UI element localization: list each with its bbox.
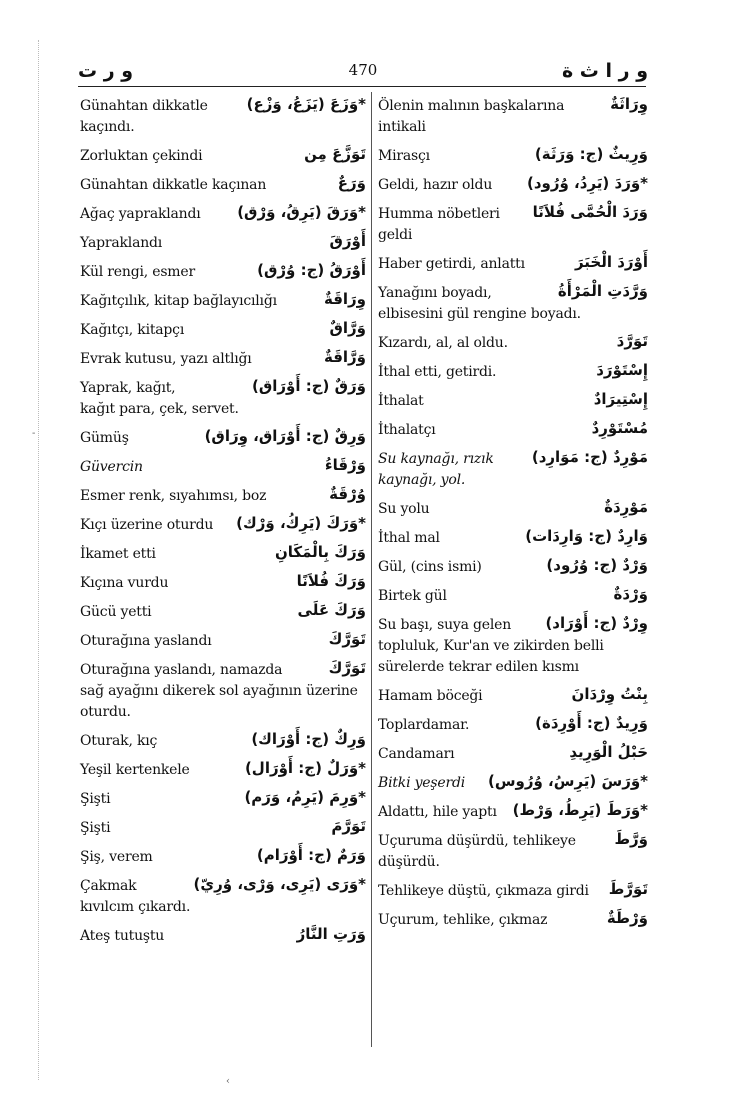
page-number: 470 — [348, 61, 378, 79]
arabic-headword: وَارِدٌ (ج: وَارِدَات) — [525, 527, 648, 545]
arabic-headword: بِنْتُ وِرْدَانَ — [571, 685, 648, 703]
dictionary-entry — [378, 586, 648, 607]
turkish-meaning: Yaprak, kağıt, — [80, 380, 176, 396]
dictionary-entry — [80, 631, 366, 652]
left-column — [80, 96, 366, 955]
dictionary-entry — [80, 428, 366, 449]
turkish-meaning: Oturak, kıç — [80, 733, 158, 749]
header-root-left: و ر ت — [78, 60, 134, 82]
dictionary-entry — [80, 349, 366, 370]
turkish-meaning: Yanağını boyadı, — [378, 285, 492, 301]
dictionary-entry — [80, 233, 366, 254]
dictionary-entry — [80, 457, 366, 478]
arabic-headword: وُرْقَةٌ — [329, 485, 366, 503]
turkish-meaning-continued: elbisesini gül rengine boyadı. — [378, 306, 581, 322]
dictionary-entry — [378, 615, 648, 678]
dictionary-entry — [378, 283, 648, 325]
turkish-meaning: Ateş tutuştu — [80, 928, 165, 944]
turkish-meaning: Çakmak — [80, 878, 137, 894]
dictionary-entry — [378, 391, 648, 412]
turkish-meaning: Su başı, suya gelen — [378, 617, 512, 633]
arabic-headword: وَرَعٌ — [337, 174, 366, 192]
dictionary-entry — [378, 557, 648, 578]
arabic-headword: وَرِقٌ (ج: أَوْرَاق، وِرَاق) — [204, 427, 366, 445]
turkish-meaning: Güvercin — [80, 459, 143, 475]
turkish-meaning: Candamarı — [378, 746, 455, 762]
arabic-headword: وَرْقَاءُ — [324, 456, 366, 474]
dictionary-entry — [80, 204, 366, 225]
header-root-right: و ر ا ث ة — [561, 60, 648, 82]
dictionary-entry — [378, 449, 648, 491]
dictionary-entry — [80, 602, 366, 623]
dictionary-entry — [80, 926, 366, 947]
turkish-meaning: Oturağına yaslandı, namazda — [80, 662, 283, 678]
dictionary-entry — [378, 362, 648, 383]
turkish-meaning: Yeşil kertenkele — [80, 762, 190, 778]
dictionary-entry — [80, 660, 366, 723]
turkish-meaning: İthal mal — [378, 530, 440, 546]
arabic-headword: وِرَاقَةٌ — [323, 290, 366, 308]
header-divider — [78, 86, 646, 87]
arabic-headword: مَوْرِدَةٌ — [604, 498, 648, 516]
turkish-meaning: Gücü yetti — [80, 604, 152, 620]
arabic-headword: تَوَرَّطَ — [608, 880, 648, 898]
turkish-meaning: Ölenin malının başkalarına — [378, 98, 565, 114]
turkish-meaning: Esmer renk, sıyahımsı, boz — [80, 488, 267, 504]
dictionary-entry — [80, 573, 366, 594]
arabic-headword: أَوْرَدَ الْخَبَرَ — [574, 253, 648, 271]
arabic-headword: وَرَمٌ (ج: أَوْرَام) — [256, 846, 366, 864]
dictionary-entry — [378, 499, 648, 520]
dictionary-entry — [378, 254, 648, 275]
dictionary-entry — [378, 773, 648, 794]
turkish-meaning: Su kaynağı, rızık — [378, 451, 494, 467]
turkish-meaning: Haber getirdi, anlattı — [378, 256, 525, 272]
arabic-headword: وِرْدٌ (ج: أَوْرَاد) — [545, 614, 648, 632]
turkish-meaning: Kağıtçı, kitapçı — [80, 322, 185, 338]
turkish-meaning: İthalat — [378, 393, 424, 409]
arabic-headword: أَوْرَقُ (ج: وُرْق) — [257, 261, 366, 279]
turkish-meaning: Kızardı, al, al oldu. — [378, 335, 508, 351]
turkish-meaning: İthal etti, getirdi. — [378, 364, 497, 380]
dictionary-entry — [378, 420, 648, 441]
dictionary-entry — [80, 847, 366, 868]
arabic-headword: وَرَكَ عَلَى — [297, 601, 366, 619]
dictionary-entry — [80, 291, 366, 312]
arabic-headword: وَرَكَ فُلاَنًا — [296, 572, 366, 590]
turkish-meaning-continued: intikali — [378, 119, 426, 135]
dictionary-entry — [80, 544, 366, 565]
dictionary-entry — [80, 876, 366, 918]
turkish-meaning: Gümüş — [80, 430, 129, 446]
turkish-meaning: Kül rengi, esmer — [80, 264, 195, 280]
dictionary-entry — [80, 96, 366, 138]
dictionary-entry — [80, 818, 366, 839]
dictionary-entry — [80, 760, 366, 781]
arabic-headword: وَرْطَةٌ — [606, 909, 648, 927]
dictionary-entry — [378, 744, 648, 765]
arabic-headword: مُسْتَوْرِدٌ — [591, 419, 648, 437]
arabic-headword: تَوَرَّكَ — [328, 630, 366, 648]
page-header — [78, 60, 648, 84]
arabic-headword: وَرَدَ الْحُمَّى فُلاَنًا — [532, 203, 648, 221]
turkish-meaning: Kıçına vurdu — [80, 575, 169, 591]
turkish-meaning: Evrak kutusu, yazı altlığı — [80, 351, 252, 367]
dictionary-entry — [378, 910, 648, 931]
turkish-meaning: Ağaç yapraklandı — [80, 206, 201, 222]
dictionary-entry — [80, 789, 366, 810]
dictionary-entry — [80, 378, 366, 420]
dictionary-entry — [378, 831, 648, 873]
turkish-meaning: İkamet etti — [80, 546, 156, 562]
arabic-headword: وَرَقٌ (ج: أَوْرَاق) — [252, 377, 366, 395]
arabic-headword: *وَرَى (يَرِى، وَرْى، وُرِيّ) — [193, 875, 366, 893]
right-column — [378, 96, 648, 939]
arabic-headword: *وَرَقَ (يَرِقُ، وَرْق) — [237, 203, 366, 221]
arabic-headword: *وَرَسَ (يَرِسُ، وُرُوس) — [488, 772, 648, 790]
arabic-headword: مَوْرِدٌ (ج: مَوَارِد) — [531, 448, 648, 466]
arabic-headword: وَرَّاقَةٌ — [323, 348, 366, 366]
dictionary-entry — [378, 96, 648, 138]
turkish-meaning: Kağıtçılık, kitap bağlayıcılığı — [80, 293, 277, 309]
arabic-headword: تَوَرَّكَ — [328, 659, 366, 677]
turkish-meaning: Günahtan dikkatle — [80, 98, 208, 114]
turkish-meaning-continued: kıvılcım çıkardı. — [80, 899, 191, 915]
turkish-meaning: Oturağına yaslandı — [80, 633, 212, 649]
dictionary-entry — [378, 528, 648, 549]
turkish-meaning-continued: topluluk, Kur'an ve zikirden belli sürelerde tekrar edilen kısmı — [378, 638, 604, 675]
dictionary-entry — [378, 175, 648, 196]
dictionary-entry — [378, 802, 648, 823]
arabic-headword: وَرِيدٌ (ج: أَوْرِدَة) — [535, 714, 648, 732]
turkish-meaning: Toplardamar. — [378, 717, 470, 733]
turkish-meaning: Uçurum, tehlike, çıkmaz — [378, 912, 548, 928]
turkish-meaning: Bitki yeşerdi — [378, 775, 465, 791]
turkish-meaning: Su yolu — [378, 501, 430, 517]
dictionary-entry — [80, 515, 366, 536]
arabic-headword: إِسْتَوْرَدَ — [596, 361, 648, 379]
turkish-meaning: Aldattı, hile yaptı — [378, 804, 497, 820]
dictionary-entry — [80, 731, 366, 752]
turkish-meaning-continued: geldi — [378, 227, 413, 243]
turkish-meaning: Tehlikeye düştü, çıkmaza girdi — [378, 883, 589, 899]
arabic-headword: *وَزَعَ (يَزَعُ، وَزْع) — [246, 95, 366, 113]
dictionary-entry — [80, 262, 366, 283]
arabic-headword: وَرِكٌ (ج: أَوْرَاك) — [251, 730, 366, 748]
turkish-meaning: Günahtan dikkatle kaçınan — [80, 177, 267, 193]
dictionary-entry — [378, 204, 648, 246]
arabic-headword: تَوَرَّمَ — [331, 817, 366, 835]
turkish-meaning-continued: düşürdü. — [378, 854, 440, 870]
arabic-headword: *وَرَطَ (يَرِطُ، وَرْط) — [512, 801, 648, 819]
turkish-meaning: Gül, (cins ismi) — [378, 559, 482, 575]
arabic-headword: *وَرِمَ (يَرِمُ، وَرَم) — [244, 788, 366, 806]
arabic-headword: وَرَّدَتِ الْمَرْأَةُ — [557, 282, 648, 300]
binding-margin-line — [38, 40, 39, 1080]
margin-tick: - — [32, 428, 36, 439]
arabic-headword: وَرَّطَ — [614, 830, 648, 848]
dictionary-entry — [80, 486, 366, 507]
turkish-meaning: Geldi, hazır oldu — [378, 177, 493, 193]
turkish-meaning: Uçuruma düşürdü, tehlikeye — [378, 833, 576, 849]
dictionary-entry — [378, 715, 648, 736]
arabic-headword: تَوَزَّعَ مِن — [304, 145, 366, 163]
arabic-headword: *وَرَدَ (يَرِدُ، وُرُود) — [527, 174, 648, 192]
arabic-headword: وَرْدَةٌ — [613, 585, 648, 603]
dictionary-entry — [80, 175, 366, 196]
arabic-headword: *وَرَكَ (يَرِكُ، وَرْك) — [236, 514, 366, 532]
turkish-meaning-continued: kağıt para, çek, servet. — [80, 401, 239, 417]
arabic-headword: *وَرَلٌ (ج: أَوْرَال) — [244, 759, 366, 777]
arabic-headword: وَرَّاقٌ — [329, 319, 366, 337]
arabic-headword: تَوَرَّدَ — [616, 332, 648, 350]
dictionary-entry — [80, 146, 366, 167]
arabic-headword: أَوْرَقَ — [329, 232, 366, 250]
turkish-meaning: Zorluktan çekindi — [80, 148, 203, 164]
turkish-meaning: Şişti — [80, 791, 111, 807]
turkish-meaning: Humma nöbetleri — [378, 206, 500, 222]
turkish-meaning: Hamam böceği — [378, 688, 483, 704]
bottom-mark: ‹ — [226, 1076, 230, 1087]
arabic-headword: وَرْدٌ (ج: وُرُود) — [546, 556, 648, 574]
dictionary-entry — [378, 881, 648, 902]
turkish-meaning: İthalatçı — [378, 422, 436, 438]
arabic-headword: وَرَتِ النَّارُ — [296, 925, 366, 943]
turkish-meaning-continued: sağ ayağını dikerek sol ayağının üzerine oturdu. — [80, 683, 358, 720]
arabic-headword: وِرَاثَةٌ — [610, 95, 648, 113]
arabic-headword: وَرِيثٌ (ج: وَرَثَة) — [534, 145, 648, 163]
turkish-meaning-continued: kaynağı, yol. — [378, 472, 466, 488]
turkish-meaning: Şiş, verem — [80, 849, 153, 865]
arabic-headword: وَرَكَ بِالْمَكَانِ — [274, 543, 366, 561]
turkish-meaning: Yapraklandı — [80, 235, 163, 251]
column-divider — [371, 92, 372, 1047]
dictionary-entry — [378, 333, 648, 354]
turkish-meaning: Kıçı üzerine oturdu — [80, 517, 214, 533]
dictionary-entry — [378, 686, 648, 707]
dictionary-entry — [378, 146, 648, 167]
arabic-headword: حَبْلُ الْوَرِيدِ — [569, 743, 648, 761]
turkish-meaning: Birtek gül — [378, 588, 447, 604]
turkish-meaning-continued: kaçındı. — [80, 119, 135, 135]
arabic-headword: إِسْتِيرَادٌ — [593, 390, 648, 408]
turkish-meaning: Mirasçı — [378, 148, 430, 164]
turkish-meaning: Şişti — [80, 820, 111, 836]
dictionary-entry — [80, 320, 366, 341]
